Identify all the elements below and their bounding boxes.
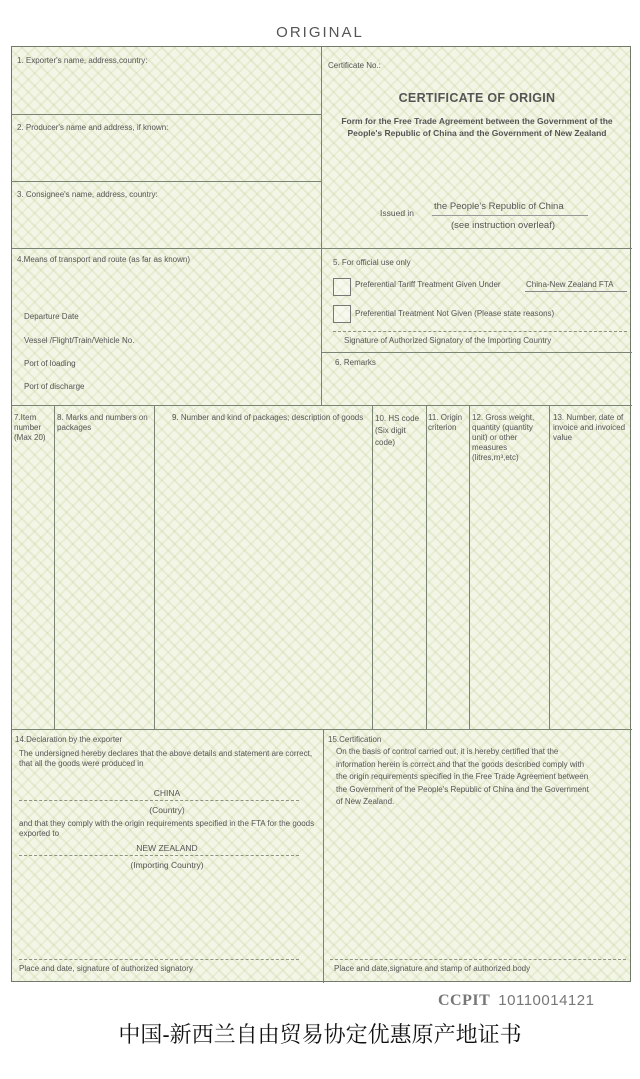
importing-country-line xyxy=(19,855,299,856)
official-use-label: 5. For official use only xyxy=(333,258,411,267)
divider-header-columns xyxy=(12,405,632,406)
declaration-text-2: and that they comply with the origin requirements specified in the FTA for the goods exported to xyxy=(19,819,315,838)
issued-in-underline xyxy=(432,215,588,216)
country-caption: (Country) xyxy=(149,805,185,815)
certifying-signature-label: Place and date,signature and stamp of authorized body xyxy=(334,964,531,973)
exporter-signature-line xyxy=(19,959,299,960)
declaration-text-1: The undersigned hereby declares that the above details and statement are correct, that all the goods were produced in xyxy=(19,749,313,768)
column-line-1 xyxy=(54,405,55,729)
consignee-label: 3. Consignee's name, address, country: xyxy=(17,190,158,199)
divider-columns-box14 xyxy=(12,729,632,730)
certifying-signature-line xyxy=(330,959,626,960)
divider-box1-box2 xyxy=(12,114,321,115)
producer-label: 2. Producer's name and address, if known: xyxy=(17,123,169,132)
transport-label: 4.Means of transport and route (as far as known) xyxy=(17,255,190,264)
port-loading-label: Port of loading xyxy=(24,359,76,368)
declaration-label: 14.Declaration by the exporter xyxy=(15,735,123,744)
importing-country-value: NEW ZEALAND xyxy=(136,843,198,853)
certificate-title: CERTIFICATE OF ORIGIN xyxy=(398,91,556,105)
certificate-subtitle: Form for the Free Trade Agreement between the Government of the People's Republic of China and the Government of New Zealand xyxy=(341,116,613,138)
certification-label: 15.Certification xyxy=(328,735,382,744)
column-line-2 xyxy=(154,405,155,729)
col-description-header: 9. Number and kind of packages; description of goods xyxy=(172,413,364,422)
issued-in-label: Issued in xyxy=(380,208,415,218)
country-line xyxy=(19,800,299,801)
pref-given-underline xyxy=(525,291,627,292)
produced-in-country: CHINA xyxy=(153,788,181,798)
col-hs-code-header: 10. HS code (Six digit code) xyxy=(375,414,420,447)
certification-text: On the basis of control carried out, it is hereby certified that the information herein is correct and that the goods described comply with the origin requirements specified in the Free Trade Agreement between the Government of the People's Republic of China and the Government of New Zealand. xyxy=(336,747,589,806)
ccpit-serial xyxy=(438,992,594,1010)
departure-date-label: Departure Date xyxy=(24,312,79,321)
pref-given-value: China-New Zealand FTA xyxy=(526,280,614,289)
column-line-3 xyxy=(372,405,373,729)
pref-given-label: Preferential Tariff Treatment Given Under xyxy=(355,280,501,289)
col-marks-header: 8. Marks and numbers on packages xyxy=(57,413,148,432)
divider-box14-box15 xyxy=(323,729,324,983)
document-title: ORIGINAL xyxy=(276,24,364,41)
remarks-label: 6. Remarks xyxy=(335,358,376,367)
divider-box3-box4 xyxy=(12,248,632,249)
vessel-label: Vessel /Flight/Train/Vehicle No. xyxy=(24,336,135,345)
issued-in-value: the People's Republic of China xyxy=(434,201,564,212)
ccpit-mark: CCPIT xyxy=(438,992,491,1009)
signature-importing-label: Signature of Authorized Signatory of the Importing Country xyxy=(344,336,552,345)
divider-box5-box6 xyxy=(321,352,632,353)
divider-box2-box3 xyxy=(12,181,321,182)
exporter-label: 1. Exporter's name, address,country: xyxy=(17,56,148,65)
pref-not-given-label: Preferential Treatment Not Given (Please state reasons) xyxy=(355,309,555,318)
col-origin-criterion-header: 11. Origin criterion xyxy=(428,413,463,432)
certificate-form xyxy=(11,46,631,982)
serial-number: 10110014121 xyxy=(498,992,595,1009)
column-line-6 xyxy=(549,405,550,729)
importing-country-caption: (Importing Country) xyxy=(130,860,204,870)
pref-given-checkbox[interactable] xyxy=(333,278,351,296)
pref-not-given-checkbox[interactable] xyxy=(333,305,351,323)
exporter-signature-label: Place and date, signature of authorized signatory xyxy=(19,964,193,973)
port-discharge-label: Port of discharge xyxy=(24,382,85,391)
certificate-no-label: Certificate No.: xyxy=(328,61,381,70)
signature-importing-line xyxy=(333,331,627,332)
col-item-number-header: 7.Item number (Max 20) xyxy=(14,413,46,442)
column-line-4 xyxy=(426,405,427,729)
chinese-caption: 中国-新西兰自由贸易协定优惠原产地证书 xyxy=(118,1022,522,1047)
column-line-5 xyxy=(469,405,470,729)
col-invoice-header: 13. Number, date of invoice and invoiced value xyxy=(553,413,626,442)
instruction-note: (see instruction overleaf) xyxy=(451,220,556,231)
col-gross-weight-header: 12. Gross weight, quantity (quantity unit) or other measures (litres,m³,etc) xyxy=(472,413,535,462)
